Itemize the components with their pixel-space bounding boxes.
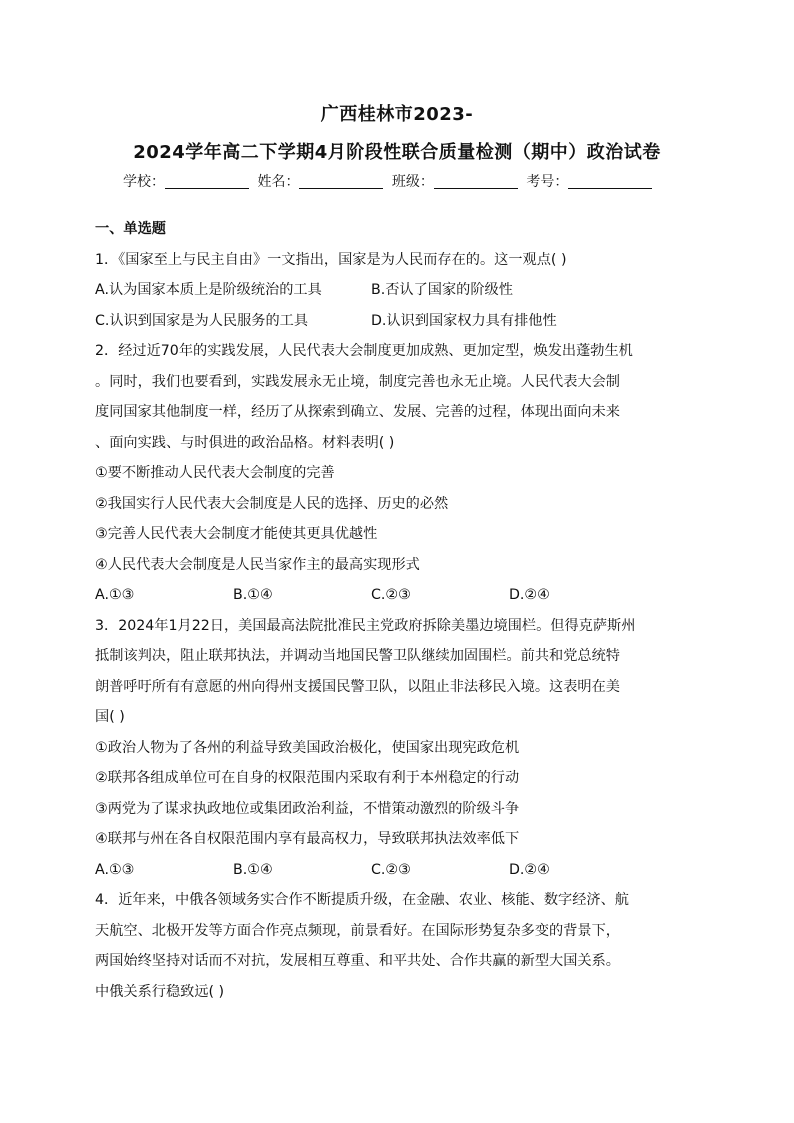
option-choice[interactable]: C.②③ bbox=[371, 861, 411, 878]
question-stem-line: 4．近年来，中俄各领域务实合作不断提质升级，在金融、农业、核能、数字经济、航 bbox=[95, 892, 629, 908]
name-label: 姓名： bbox=[257, 174, 300, 190]
statement-item: ③两党为了谋求执政地位或集团政治利益，不惜策动激烈的阶级斗争 bbox=[95, 800, 520, 817]
question-stem-line: 两国始终坚持对话而不对抗，发展相互尊重、和平共处、合作共赢的新型大国关系。 bbox=[95, 953, 620, 969]
question-3 bbox=[95, 611, 699, 886]
question-stem-line: 3．2024年1月22日，美国最高法院批准民主党政府拆除美墨边境围栏。但得克萨斯州 bbox=[95, 617, 636, 634]
option-choice[interactable]: D.认识到国家权力具有排他性 bbox=[371, 312, 557, 329]
school-blank[interactable] bbox=[165, 172, 249, 189]
question-stem-line: 天航空、北极开发等方面合作亮点频现，前景看好。在国际形势复杂多变的背景下， bbox=[95, 922, 620, 939]
statement-item: ③完善人民代表大会制度才能使其更具优越性 bbox=[95, 526, 378, 542]
exam-title-line2: 2024学年高二下学期4月阶段性联合质量检测（期中）政治试卷 bbox=[133, 142, 661, 163]
option-choice[interactable]: B.①④ bbox=[233, 861, 273, 878]
class-blank[interactable] bbox=[434, 172, 518, 189]
question-4 bbox=[95, 885, 699, 1007]
question-stem-line: 度同国家其他制度一样，经历了从探索到确立、发展、完善的过程，体现出面向未来 bbox=[95, 404, 620, 420]
name-blank[interactable] bbox=[299, 172, 383, 189]
question-stem-line: 、面向实践、与时俱进的政治品格。材料表明( ) bbox=[95, 434, 395, 451]
question-stem-line: 中俄关系行稳致远( ) bbox=[95, 983, 225, 1000]
question-stem-line: 1．《国家至上与民主自由》一文指出，国家是为人民而存在的。这一观点( ) bbox=[95, 251, 567, 268]
exam-title-line1: 广西桂林市2023- bbox=[320, 104, 474, 125]
exam-number-blank[interactable] bbox=[568, 172, 652, 189]
question-stem-line: 。同时，我们也要看到，实践发展永无止境，制度完善也永无止境。人民代表大会制 bbox=[95, 373, 620, 390]
question-stem-line: 国( ) bbox=[95, 709, 125, 725]
question-stem-line: 抵制该判决，阻止联邦执法，并调动当地国民警卫队继续加固围栏。前共和党总统特 bbox=[95, 648, 620, 664]
statement-item: ④人民代表大会制度是人民当家作主的最高实现形式 bbox=[95, 556, 420, 573]
statement-item: ①政治人物为了各州的利益导致美国政治极化，使国家出现宪政危机 bbox=[95, 739, 520, 756]
school-label: 学校： bbox=[123, 174, 165, 190]
option-choice[interactable]: C.②③ bbox=[371, 587, 411, 603]
statement-item: ①要不断推动人民代表大会制度的完善 bbox=[95, 465, 335, 481]
question-2 bbox=[95, 336, 699, 611]
option-choice[interactable]: A.认为国家本质上是阶级统治的工具 bbox=[95, 282, 322, 298]
question-list bbox=[95, 214, 699, 1007]
statement-item: ②我国实行人民代表大会制度是人民的选择、历史的必然 bbox=[95, 495, 449, 512]
option-choice[interactable]: B.①④ bbox=[233, 587, 273, 603]
section-title: 一、单选题 bbox=[95, 221, 166, 237]
option-choice[interactable]: C.认识到国家是为人民服务的工具 bbox=[95, 312, 309, 329]
option-choice[interactable]: D.②④ bbox=[509, 587, 550, 603]
options-row bbox=[95, 855, 699, 886]
option-choice[interactable]: A.①③ bbox=[95, 587, 135, 603]
question-stem-line: 2．经过近70年的实践发展，人民代表大会制度更加成熟、更加定型，焕发出蓬勃生机 bbox=[95, 343, 633, 359]
statement-item: ②联邦各组成单位可在自身的权限范围内采取有利于本州稳定的行动 bbox=[95, 770, 520, 786]
class-label: 班级： bbox=[391, 174, 434, 190]
options-row bbox=[95, 275, 699, 306]
statement-item: ④联邦与州在各自权限范围内享有最高权力，导致联邦执法效率低下 bbox=[95, 831, 520, 847]
question-stem-line: 朗普呼吁所有有意愿的州向得州支援国民警卫队，以阻止非法移民入境。这表明在美 bbox=[95, 678, 620, 695]
option-choice[interactable]: A.①③ bbox=[95, 861, 135, 878]
option-choice[interactable]: B.否认了国家的阶级性 bbox=[371, 282, 513, 298]
question-1 bbox=[95, 245, 699, 337]
options-row bbox=[95, 306, 699, 337]
options-row bbox=[95, 580, 699, 611]
option-choice[interactable]: D.②④ bbox=[509, 861, 550, 878]
exam-number-label: 考号： bbox=[526, 174, 569, 190]
student-info-row bbox=[123, 171, 656, 191]
